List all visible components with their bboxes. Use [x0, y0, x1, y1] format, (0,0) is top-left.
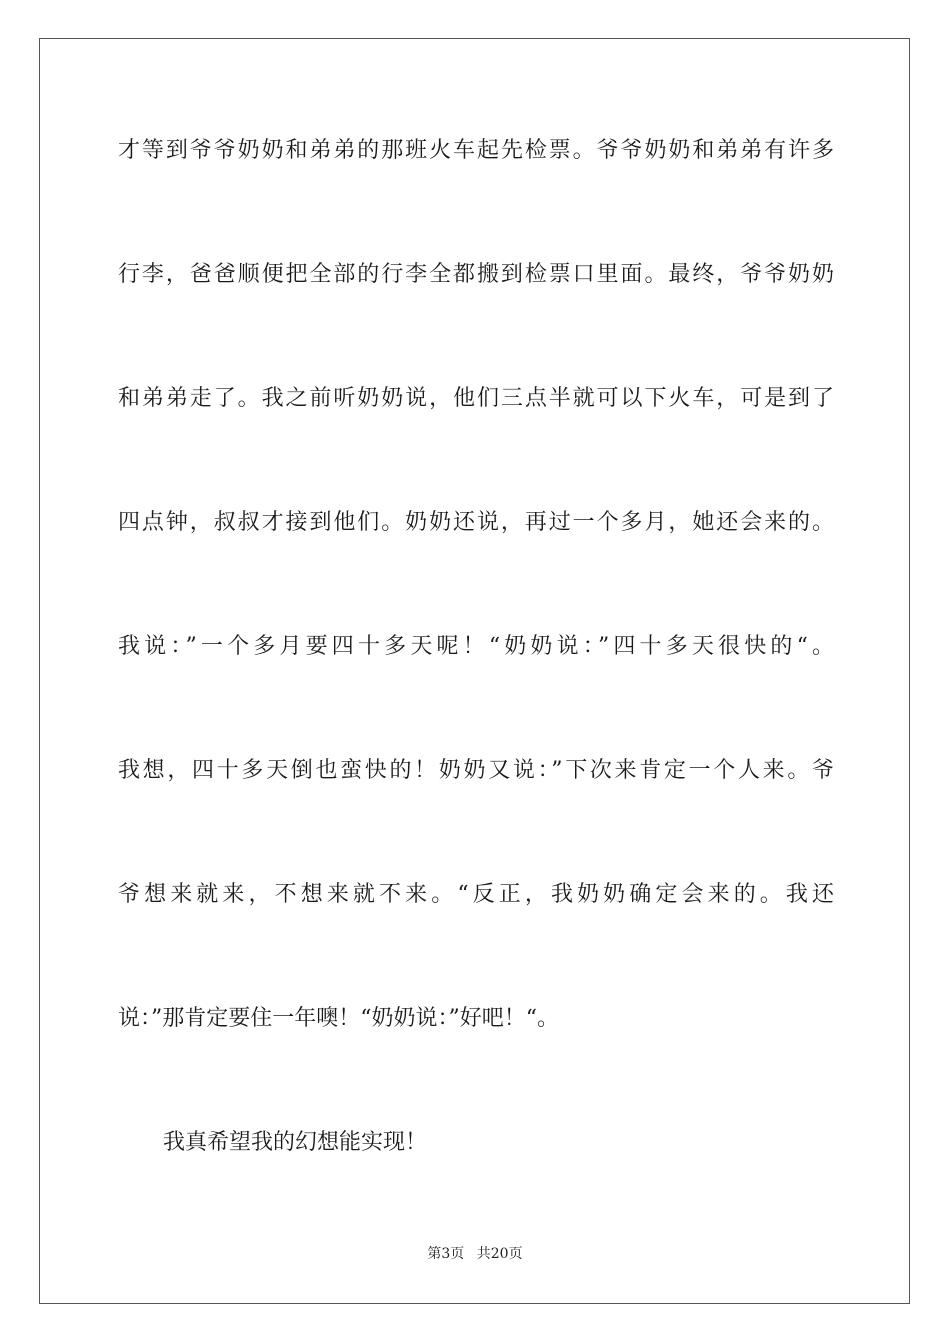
body-text-line-2: 行李，爸爸顺便把全部的行李全都搬到检票口里面。最终，爷爷奶奶	[118, 262, 834, 287]
body-text-line-5: 我说：”一个多月要四十多天呢！“奶奶说：”四十多天很快的“。	[118, 634, 834, 659]
total-pages: 共20页	[476, 1246, 523, 1262]
body-text-line-6: 我想，四十多天倒也蛮快的！奶奶又说：”下次来肯定一个人来。爷	[118, 758, 834, 783]
page-frame	[39, 38, 910, 1304]
page-footer	[0, 1245, 950, 1263]
final-paragraph: 我真希望我的幻想能实现！	[163, 1130, 428, 1155]
body-text-line-8: 说：”那肯定要住一年噢！“奶奶说：”好吧！“。	[118, 1006, 559, 1031]
body-text-line-1: 才等到爷爷奶奶和弟弟的那班火车起先检票。爷爷奶奶和弟弟有许多	[118, 138, 834, 163]
body-text-line-3: 和弟弟走了。我之前听奶奶说，他们三点半就可以下火车，可是到了	[118, 386, 834, 411]
body-text-line-4: 四点钟，叔叔才接到他们。奶奶还说，再过一个多月，她还会来的。	[118, 510, 834, 535]
body-text-line-7: 爷想来就来，不想来就不来。“反正，我奶奶确定会来的。我还	[118, 882, 834, 907]
page-number: 第3页	[427, 1246, 465, 1262]
